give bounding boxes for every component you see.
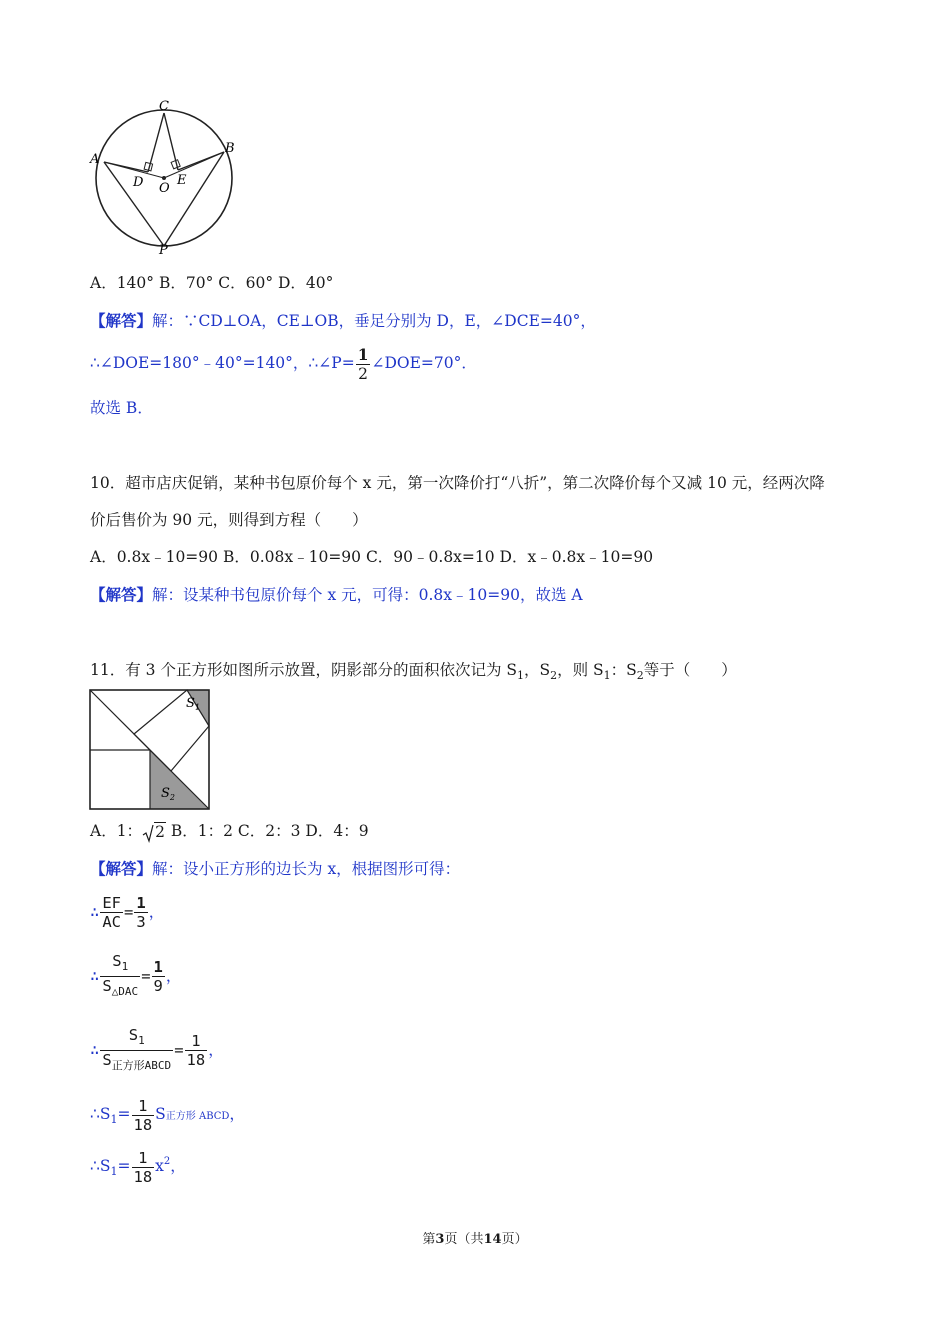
q11-step3: ∴ $\frac{S_1}{S_{正方形ABCD}}$ = $\frac{1}{18}$ ， [90,1026,224,1072]
label-d: D [133,175,144,190]
q9-options: A．140° B．70° C．60° D．40° [90,274,334,292]
label-a: A [90,152,100,167]
q11-stem: 11．有 3 个正方形如图所示放置，阴影部分的面积依次记为 $S_1$，$S_2$，则 $S_1$：$S_2$等于（ ） [90,661,737,682]
label-b: B [225,141,235,156]
q11-answer-intro [90,859,460,879]
q9-line2-pre: ∴∠DOE=180°﹣40°=140°，∴∠P= [90,354,355,372]
label-c: C [159,99,169,114]
q9-answer-line2 [90,344,477,383]
q10-stem-line2: 价后售价为 90 元，则得到方程（ ） [90,511,368,529]
q11-step1: ∴ $\frac{EF}{AC}$ = $\frac{1}{3}$ ， [90,894,165,931]
s2-label: $S_2$ [161,786,175,802]
q10-stem-line1: 10．超市店庆促销，某种书包原价每个 x 元，第一次降价打“八折”，第二次降价每个又减 10 元，经两次降 [90,474,825,492]
q9-answer-text: 解：∵CD⊥OA，CE⊥OB，垂足分别为 D，E，∠DCE=40°， [152,312,596,330]
q11-step2: ∴ $\frac{S_1}{S_{\triangle DAC}}$ = $\frac{1}{9}$ ， [90,952,182,998]
q9-answer-line3: 故选 B． [90,399,153,417]
q11-answer-text: 解：设小正方形的边长为 x，根据图形可得： [152,860,461,878]
q10-answer [90,585,583,605]
q10-answer-tag: 【解答】 [90,585,153,604]
q10-answer-text: 解：设某种书包原价每个 x 元，可得：0.8x﹣10=90，故选 A [152,586,583,604]
q10-options: A．0.8x﹣10=90 B．0.08x﹣10=90 C．90﹣0.8x=10 D．x﹣0.8x﹣10=90 [90,548,654,566]
q11-answer-tag: 【解答】 [90,859,153,878]
q11-step5: $\therefore S_1=$ $\frac{1}{18}$ $x^2$， [90,1148,186,1186]
label-e: E [177,173,187,188]
squares-figure [89,689,211,811]
q9-line2-post: ∠DOE=70°． [371,354,477,372]
circle-figure [88,96,240,258]
q9-half-fraction: $\frac{1}{2}$ [357,344,369,383]
sqrt-symbol: 2 [142,822,166,843]
label-p: P [159,243,168,258]
q9-answer-line1 [90,311,596,331]
s1-label: $S_1$ [186,696,200,712]
q11-step4: $\therefore S_1=$ $\frac{1}{18}$ S正方形 ABCD， [90,1096,245,1134]
q9-answer-tag: 【解答】 [90,311,153,330]
label-o: O [159,181,170,196]
page-footer: 第3页（共14页） [422,1232,528,1247]
q11-options: A．1： 2 B．1：2 C．2：3 D．4：9 [90,822,369,841]
